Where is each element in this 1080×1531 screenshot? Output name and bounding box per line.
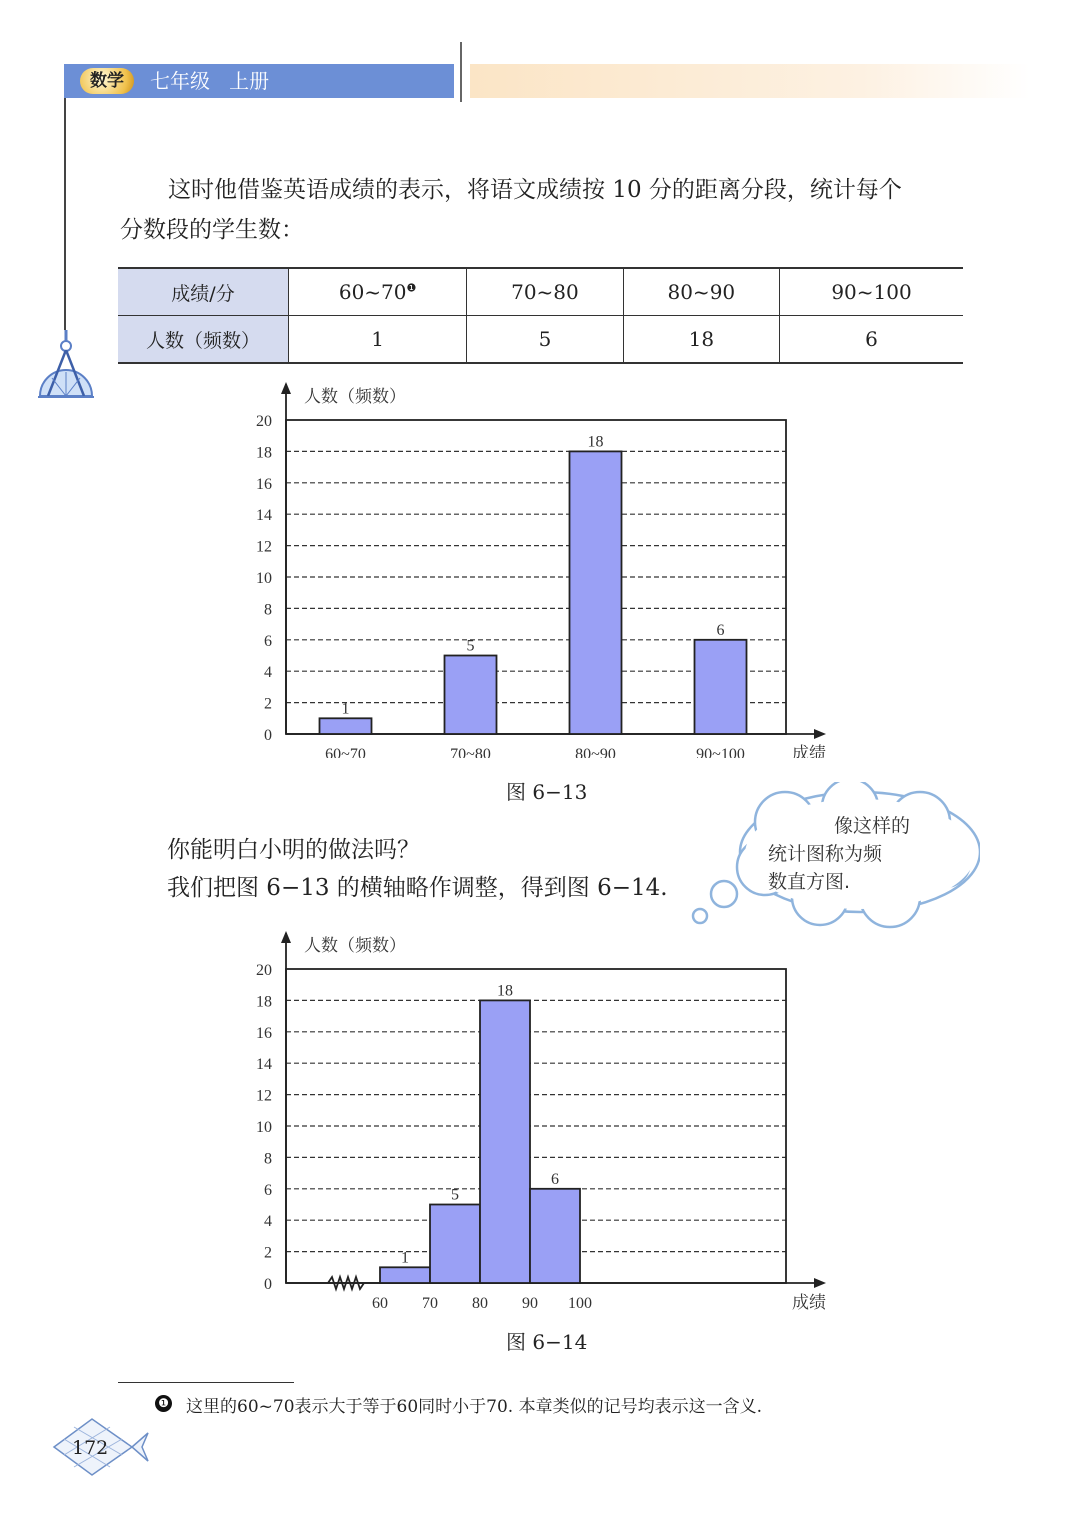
y-tick-label: 10 (256, 570, 272, 587)
x-tick-label: 70~80 (450, 746, 491, 758)
table-header-score: 成绩/分 (118, 268, 289, 316)
table-cell: 70~80 (467, 268, 623, 316)
bar (320, 718, 372, 734)
header-divider (460, 42, 462, 102)
y-tick-label: 6 (264, 632, 272, 650)
subject-logo: 数学 (80, 68, 134, 94)
bar-value-label: 6 (716, 621, 725, 639)
x-tick-label: 90~100 (696, 746, 745, 758)
y-tick-label: 2 (264, 1244, 272, 1262)
y-tick-label: 16 (256, 475, 272, 493)
x-axis-label: 成绩 (792, 744, 826, 758)
axis-break-zigzag (328, 1277, 364, 1289)
book-title: 七年级 上册 (150, 69, 270, 93)
compass-icon (36, 328, 96, 400)
x-axis-label: 成绩 (792, 1293, 826, 1312)
bar-value-label: 18 (497, 982, 513, 1000)
y-tick-label: 6 (264, 1181, 272, 1199)
y-tick-label: 14 (256, 1056, 272, 1074)
bar (695, 640, 747, 734)
bar (445, 656, 497, 735)
table-cell: 1 (289, 316, 467, 364)
margin-rule (64, 98, 66, 330)
y-tick-label: 20 (256, 962, 272, 979)
bar-chart-6-13-svg (230, 378, 850, 758)
x-tick-label: 80 (472, 1295, 488, 1312)
range-label: 60~70 (338, 280, 407, 304)
table-cell: 18 (623, 316, 779, 364)
footnote-text: 这里的60~70表示大于等于60同时小于70. 本章类似的记号均表示这一含义. (186, 1397, 762, 1417)
y-tick-label: 20 (256, 413, 272, 430)
y-tick-label: 16 (256, 1024, 272, 1042)
y-axis-label: 人数（频数） (304, 387, 406, 406)
frequency-table (118, 267, 963, 364)
table-cell: 6 (780, 316, 963, 364)
bar-chart-6-13 (230, 378, 850, 758)
y-tick-label: 12 (256, 538, 272, 556)
x-tick-label: 60 (372, 1295, 388, 1312)
x-tick-label: 100 (568, 1295, 592, 1312)
y-axis-label: 人数（频数） (304, 936, 406, 955)
histogram-bar (430, 1205, 480, 1284)
table-cell: 5 (467, 316, 623, 364)
cloud-line: 统计图称为频 (768, 843, 883, 865)
page-number: 172 (72, 1437, 109, 1459)
question-line: 你能明白小明的做法吗？ (167, 837, 420, 863)
x-tick-label: 60~70 (325, 746, 366, 758)
footnote-ref: ❶ (406, 281, 417, 295)
histogram-6-14 (230, 927, 850, 1312)
paragraph-line-2: 分数段的学生数： (120, 217, 304, 243)
bar-value-label: 1 (341, 700, 350, 718)
header-gradient-band (470, 64, 1030, 98)
histogram-bar (380, 1267, 430, 1283)
table-row (118, 268, 963, 316)
footnote-rule (118, 1382, 294, 1383)
y-axis-arrow (281, 931, 291, 943)
adjust-line: 我们把图 6−13 的横轴略作调整，得到图 6−14. (167, 875, 668, 901)
x-axis-arrow (814, 1278, 826, 1288)
cloud-line: 数直方图. (768, 871, 851, 893)
bar-value-label: 5 (451, 1186, 459, 1204)
cloud-line: 像这样的 (833, 815, 910, 837)
bar-value-label: 6 (551, 1170, 559, 1188)
y-axis-arrow (281, 382, 291, 394)
y-tick-label: 2 (264, 695, 272, 713)
y-tick-label: 18 (256, 444, 272, 462)
y-tick-label: 14 (256, 507, 272, 525)
bar (570, 451, 622, 734)
cloud-text (768, 812, 918, 896)
y-tick-label: 10 (256, 1119, 272, 1136)
y-tick-label: 4 (264, 664, 272, 682)
histogram-bar (530, 1189, 580, 1283)
x-tick-label: 70 (422, 1295, 438, 1312)
histogram-6-14-svg (230, 927, 850, 1317)
footnote-mark: ❶ (155, 1395, 172, 1412)
y-tick-label: 18 (256, 993, 272, 1011)
y-tick-label: 8 (264, 601, 272, 619)
figure-caption-6-14: 图 6−14 (506, 1330, 588, 1354)
paragraph-line-1: 这时他借鉴英语成绩的表示，将语文成绩按 10 分的距离分段，统计每个 (168, 177, 902, 203)
y-tick-label: 12 (256, 1087, 272, 1105)
bar-value-label: 5 (466, 637, 475, 655)
x-tick-label: 80~90 (575, 746, 616, 758)
y-tick-label: 4 (264, 1213, 272, 1231)
histogram-bar (480, 1000, 530, 1283)
y-tick-label: 0 (264, 1276, 272, 1293)
y-tick-label: 8 (264, 1150, 272, 1168)
figure-caption-6-13: 图 6−13 (506, 780, 588, 804)
y-tick-label: 0 (264, 727, 272, 744)
x-axis-arrow (814, 729, 826, 739)
table-row (118, 316, 963, 364)
table-cell: 90~100 (780, 268, 963, 316)
bar-value-label: 18 (587, 433, 604, 451)
table-cell: 80~90 (623, 268, 779, 316)
bar-value-label: 1 (401, 1249, 409, 1267)
table-cell (289, 268, 467, 316)
table-header-count: 人数（频数） (118, 316, 289, 364)
x-tick-label: 90 (522, 1295, 538, 1312)
